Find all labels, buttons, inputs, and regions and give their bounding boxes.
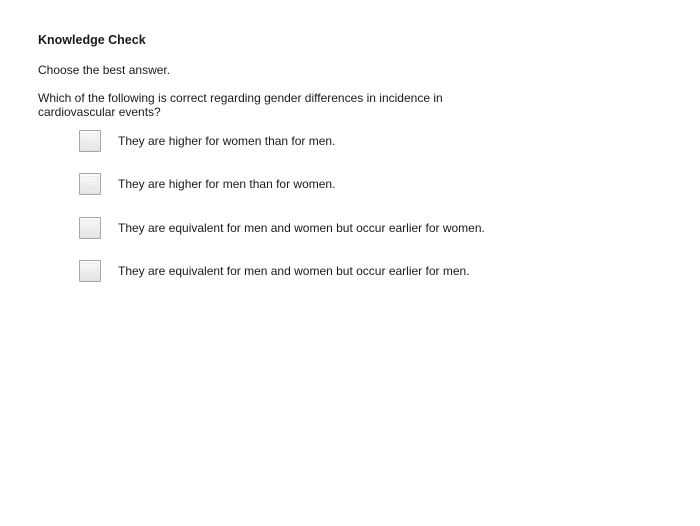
page-title: Knowledge Check xyxy=(38,33,146,47)
answer-checkbox-1[interactable] xyxy=(79,130,101,152)
answer-checkbox-2[interactable] xyxy=(79,173,101,195)
knowledge-check-panel xyxy=(38,33,678,278)
answer-label-2[interactable]: They are higher for men than for women. xyxy=(118,177,336,191)
instruction-text: Choose the best answer. xyxy=(38,63,171,77)
answer-label-3[interactable]: They are equivalent for men and women but occur earlier for women. xyxy=(118,221,485,235)
answer-option-1[interactable] xyxy=(79,130,599,156)
answer-option-3[interactable] xyxy=(79,217,599,243)
answer-option-4[interactable] xyxy=(79,260,599,286)
question-text: Which of the following is correct regarding gender differences in incidence in cardiovascular events? xyxy=(38,91,443,119)
answer-label-1[interactable]: They are higher for women than for men. xyxy=(118,134,336,148)
answer-checkbox-3[interactable] xyxy=(79,217,101,239)
answer-label-4[interactable]: They are equivalent for men and women but occur earlier for men. xyxy=(118,264,470,278)
answer-checkbox-4[interactable] xyxy=(79,260,101,282)
answer-option-2[interactable] xyxy=(79,173,599,199)
